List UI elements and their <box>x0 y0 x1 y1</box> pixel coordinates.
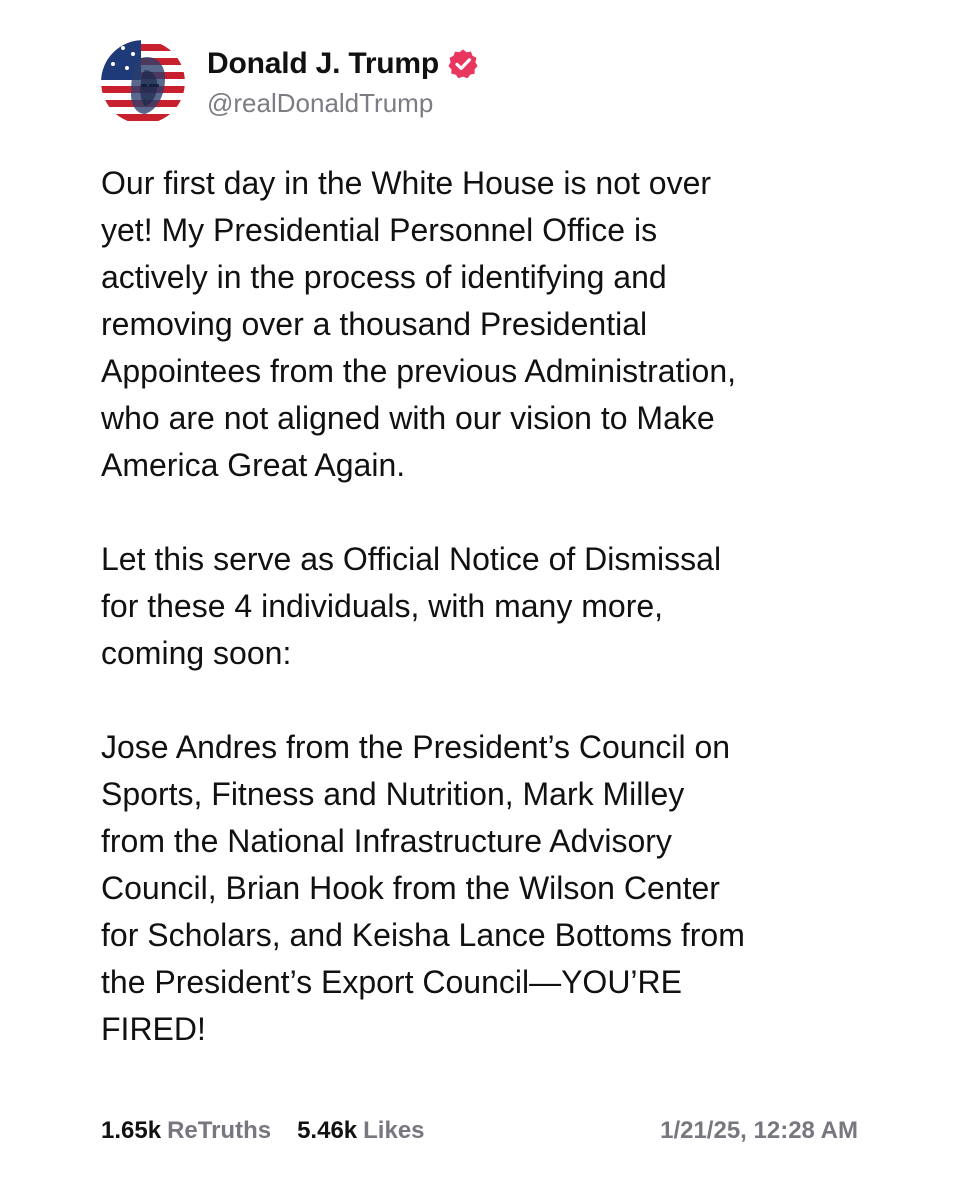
post-stats <box>101 1117 451 1145</box>
post-header <box>101 40 479 124</box>
author-display-name[interactable]: Donald J. Trump <box>207 47 440 80</box>
name-row <box>207 44 479 84</box>
author-handle[interactable]: @realDonaldTrump <box>207 88 434 118</box>
post-paragraph: Our first day in the White House is not over yet! My Presidential Personnel Office is actively in the process of identifying and removing over a thousand Presidential Appointees from the previous Administration, who are not aligned with our vision to Make America Great Again. <box>101 165 736 483</box>
post-content <box>101 160 861 1053</box>
post-timestamp[interactable]: 1/21/25, 12:28 AM <box>660 1117 858 1144</box>
post-paragraph: Jose Andres from the President’s Council on Sports, Fitness and Nutrition, Mark Milley from the National Infrastructure Advisory Council, Brian Hook from the Wilson Center for Scholars, and Keisha Lance Bottoms from the President’s Export Council—YOU’RE FIRED! <box>101 729 745 1047</box>
avatar-flag-portrait-icon <box>101 40 185 124</box>
retruths-label: ReTruths <box>167 1117 272 1144</box>
likes-label: Likes <box>363 1117 425 1144</box>
retruths-count: 1.65k <box>101 1117 162 1144</box>
likes-count: 5.46k <box>297 1117 358 1144</box>
verified-badge-icon <box>447 48 479 80</box>
author-identity <box>207 44 479 120</box>
likes-stat[interactable] <box>297 1117 424 1145</box>
avatar[interactable] <box>101 40 185 124</box>
post-footer <box>101 1111 858 1151</box>
post-paragraph: Let this serve as Official Notice of Dismissal for these 4 individuals, with many more, coming soon: <box>101 541 722 671</box>
retruths-stat[interactable] <box>101 1117 271 1145</box>
